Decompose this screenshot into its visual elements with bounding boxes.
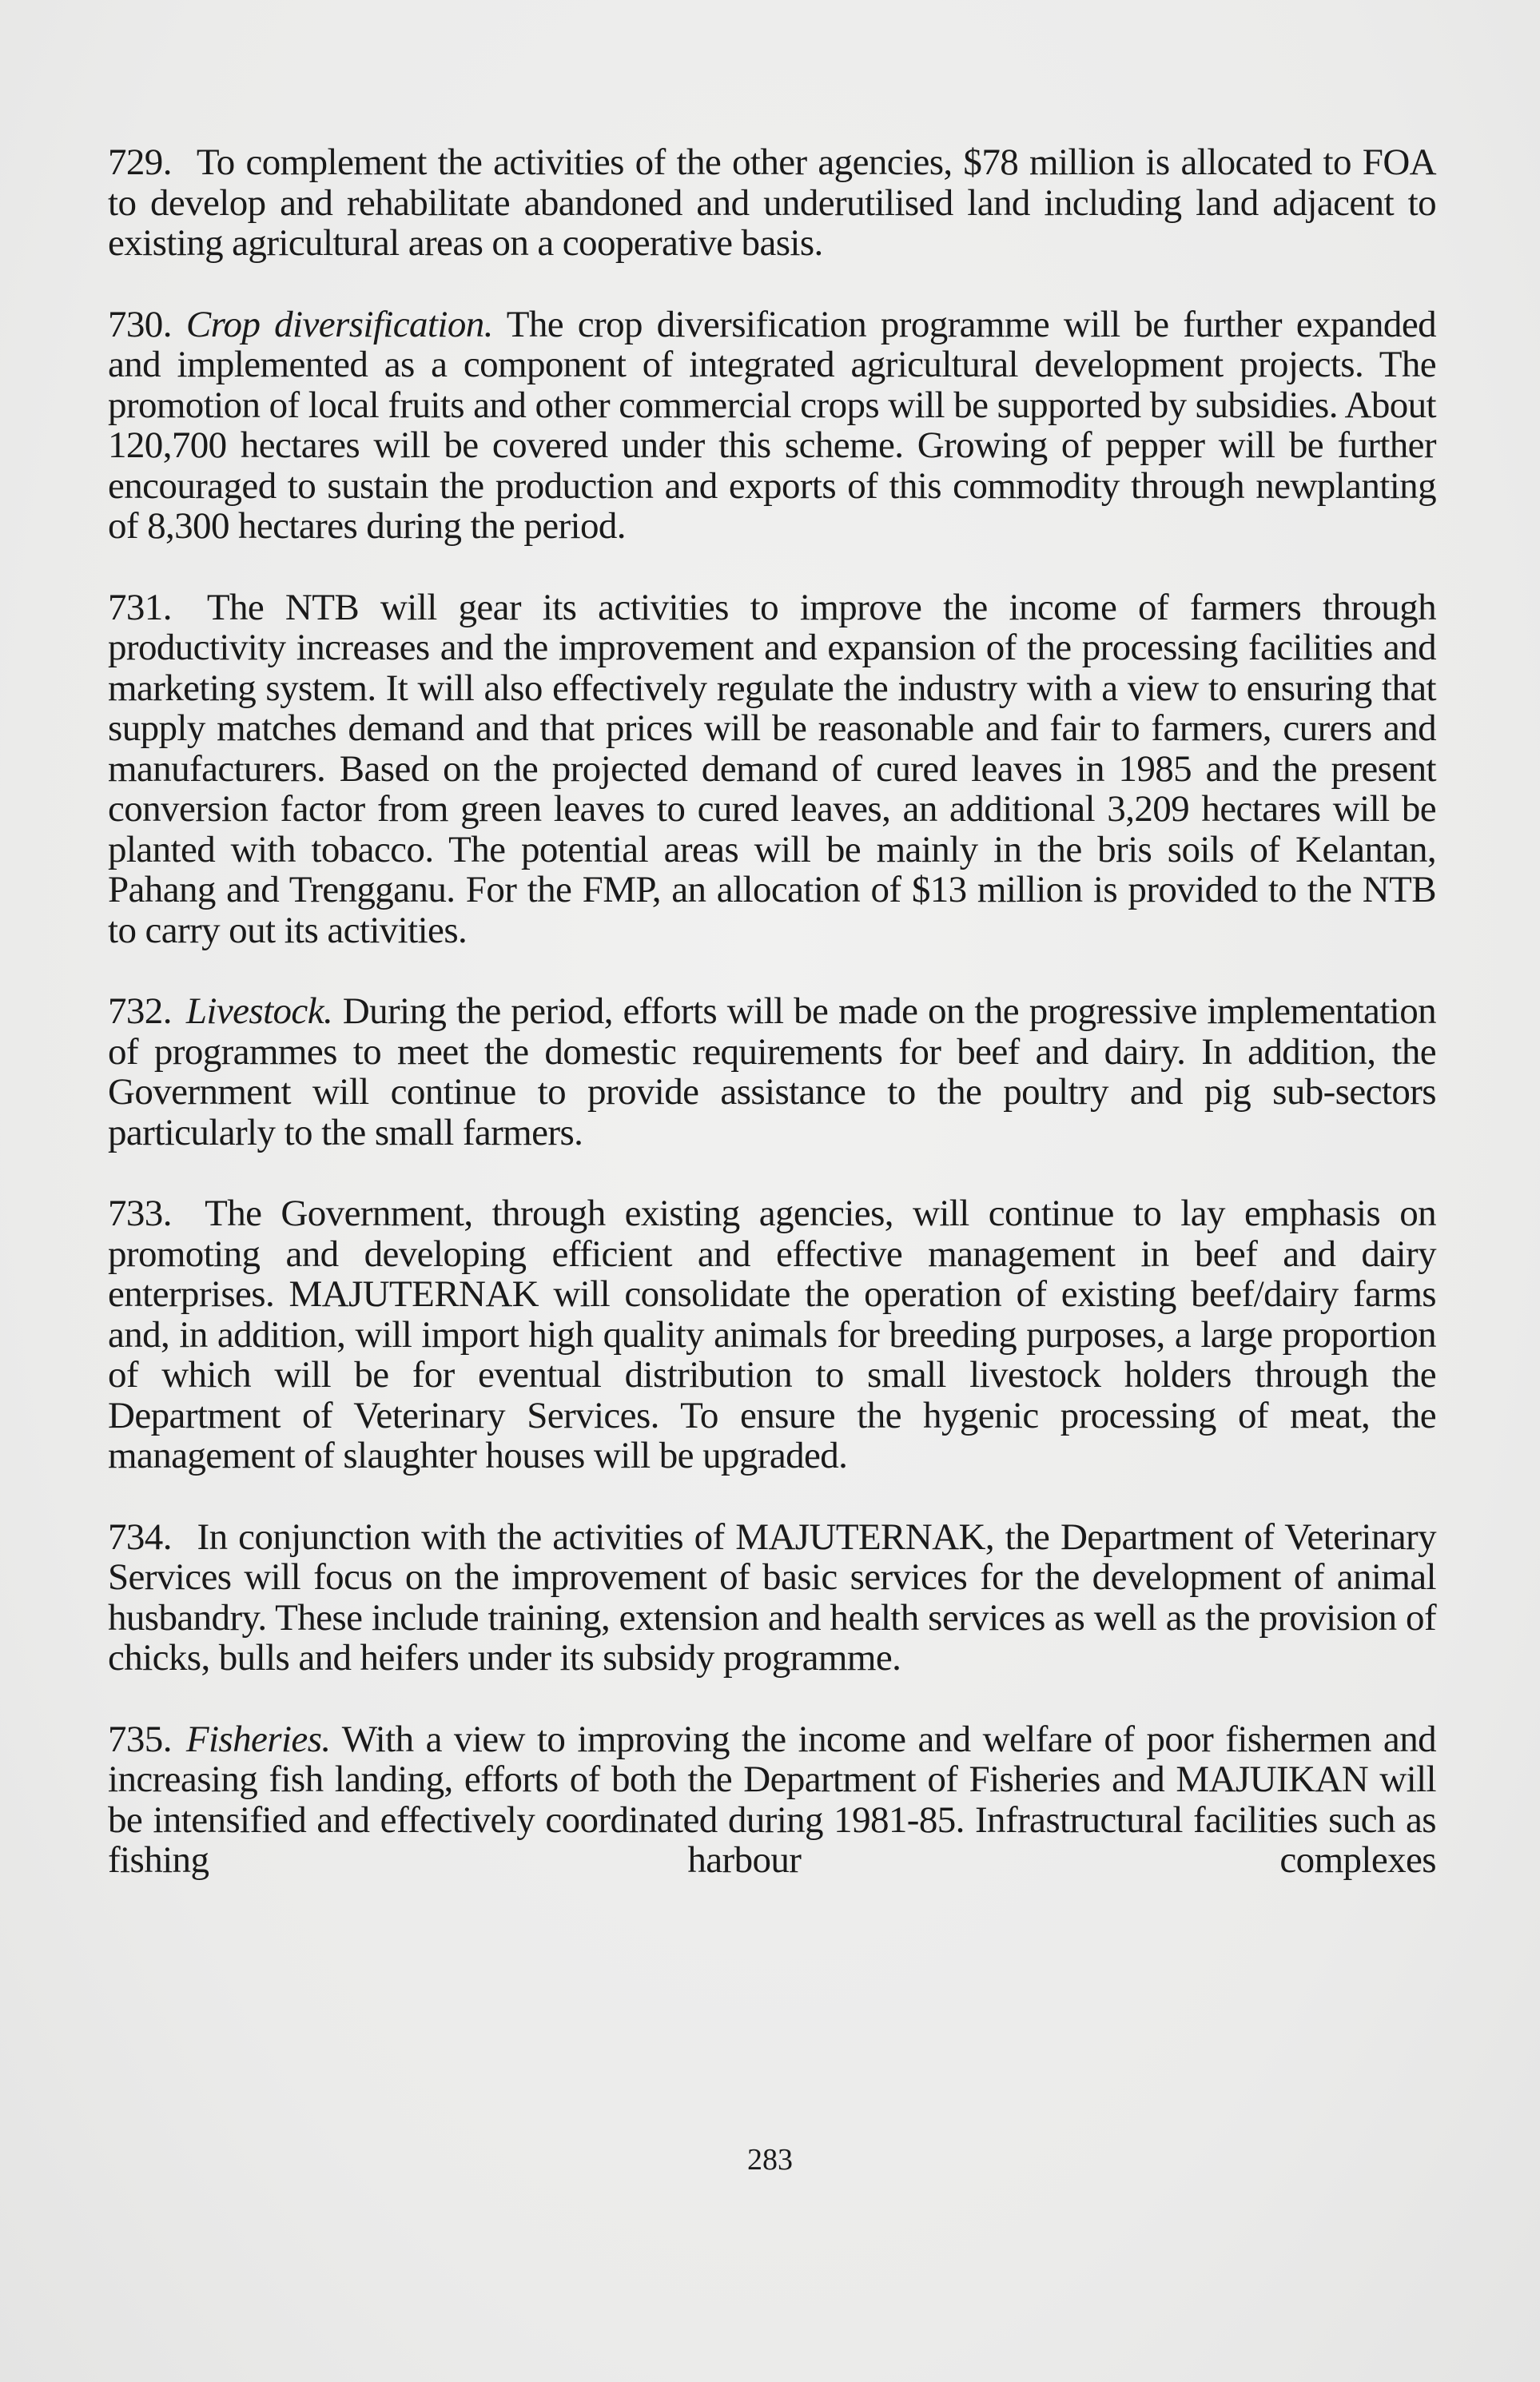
paragraph-733: [108, 1193, 1436, 1476]
paragraph-number: 731.: [108, 586, 172, 628]
paragraph-734: [108, 1517, 1436, 1679]
paragraph-text: The crop diversification programme will be further expanded and implemented as a component of integrated agricultural development projects. The promotion of local fruits and other commercial crops will be supported by subsidies. About 120,700 hectares will be covered under this scheme. Growing of pepper will be further encouraged to sustain the production and exports of this commodity through newplanting of 8,300 hectares during the period.: [108, 303, 1436, 547]
paragraph-text: The Government, through existing agencies, will continue to lay emphasis on promoting and developing efficient and effective management in beef and dairy enterprises. MAJUTERNAK will consolidate the operation of existing beef/dairy farms and, in addition, will import high quality animals for breeding purposes, a large proportion of which will be for eventual distribution to small livestock holders through the Department of Veterinary Services. To ensure the hygenic processing of meat, the management of slaughter houses will be upgraded.: [108, 1193, 1436, 1476]
paragraph-731: [108, 588, 1436, 951]
paragraph-text: With a view to improving the income and welfare of poor fishermen and increasing fish landing, efforts of both the Department of Fisheries and MAJUIKAN will be intensified and effectively coordinated during 1981-85. Infrastructural facilities such as fishing harbour complexes: [108, 1718, 1436, 1881]
paragraph-text: The NTB will gear its activities to improve the income of farmers through productivity increases and the improvement and expansion of the processing facilities and marketing system. It will also effectively regulate the industry with a view to ensuring that supply matches demand and that prices will be reasonable and fair to farmers, curers and manufacturers. Based on the projected demand of cured leaves in 1985 and the present conversion factor from green leaves to cured leaves, an additional 3,209 hectares will be planted with tobacco. The potential areas will be mainly in the bris soils of Kelantan, Pahang and Trengganu. For the FMP, an allocation of $13 million is provided to the NTB to carry out its activities.: [108, 586, 1436, 951]
paragraph-735: [108, 1719, 1436, 1881]
page-number: 283: [747, 2143, 793, 2177]
page-body: [108, 142, 1436, 1881]
paragraph-heading: Fisheries.: [185, 1718, 331, 1760]
paragraph-number: 732.: [108, 990, 172, 1032]
paragraph-number: 730.: [108, 303, 172, 345]
paragraph-text: To complement the activities of the other agencies, $78 million is allocated to FOA to develop and rehabilitate abandoned and underutilised land including land adjacent to existing agricultural areas on a cooperative basis.: [108, 141, 1437, 264]
paragraph-heading: Livestock.: [185, 990, 333, 1032]
paragraph-number: 733.: [108, 1193, 172, 1234]
paragraph-number: 729.: [108, 141, 172, 183]
paragraph-text: In conjunction with the activities of MAJUTERNAK, the Department of Veterinary Services will focus on the improvement of basic services for the development of animal husbandry. These include training, extension and health services as well as the provision of chicks, bulls and heifers under its subsidy programme.: [108, 1516, 1436, 1679]
paragraph-732: [108, 991, 1436, 1153]
paragraph-text: During the period, efforts will be made on the progressive implementation of programmes to meet the domestic requirements for beef and dairy. In addition, the Government will continue to provide assistance to the poultry and pig sub-sectors particularly to the small farmers.: [108, 990, 1436, 1153]
paragraph-number: 734.: [108, 1516, 172, 1558]
paragraph-number: 735.: [108, 1718, 172, 1760]
paragraph-heading: Crop diversification.: [185, 303, 493, 345]
paragraph-729: [108, 142, 1436, 264]
paragraph-730: [108, 305, 1436, 547]
